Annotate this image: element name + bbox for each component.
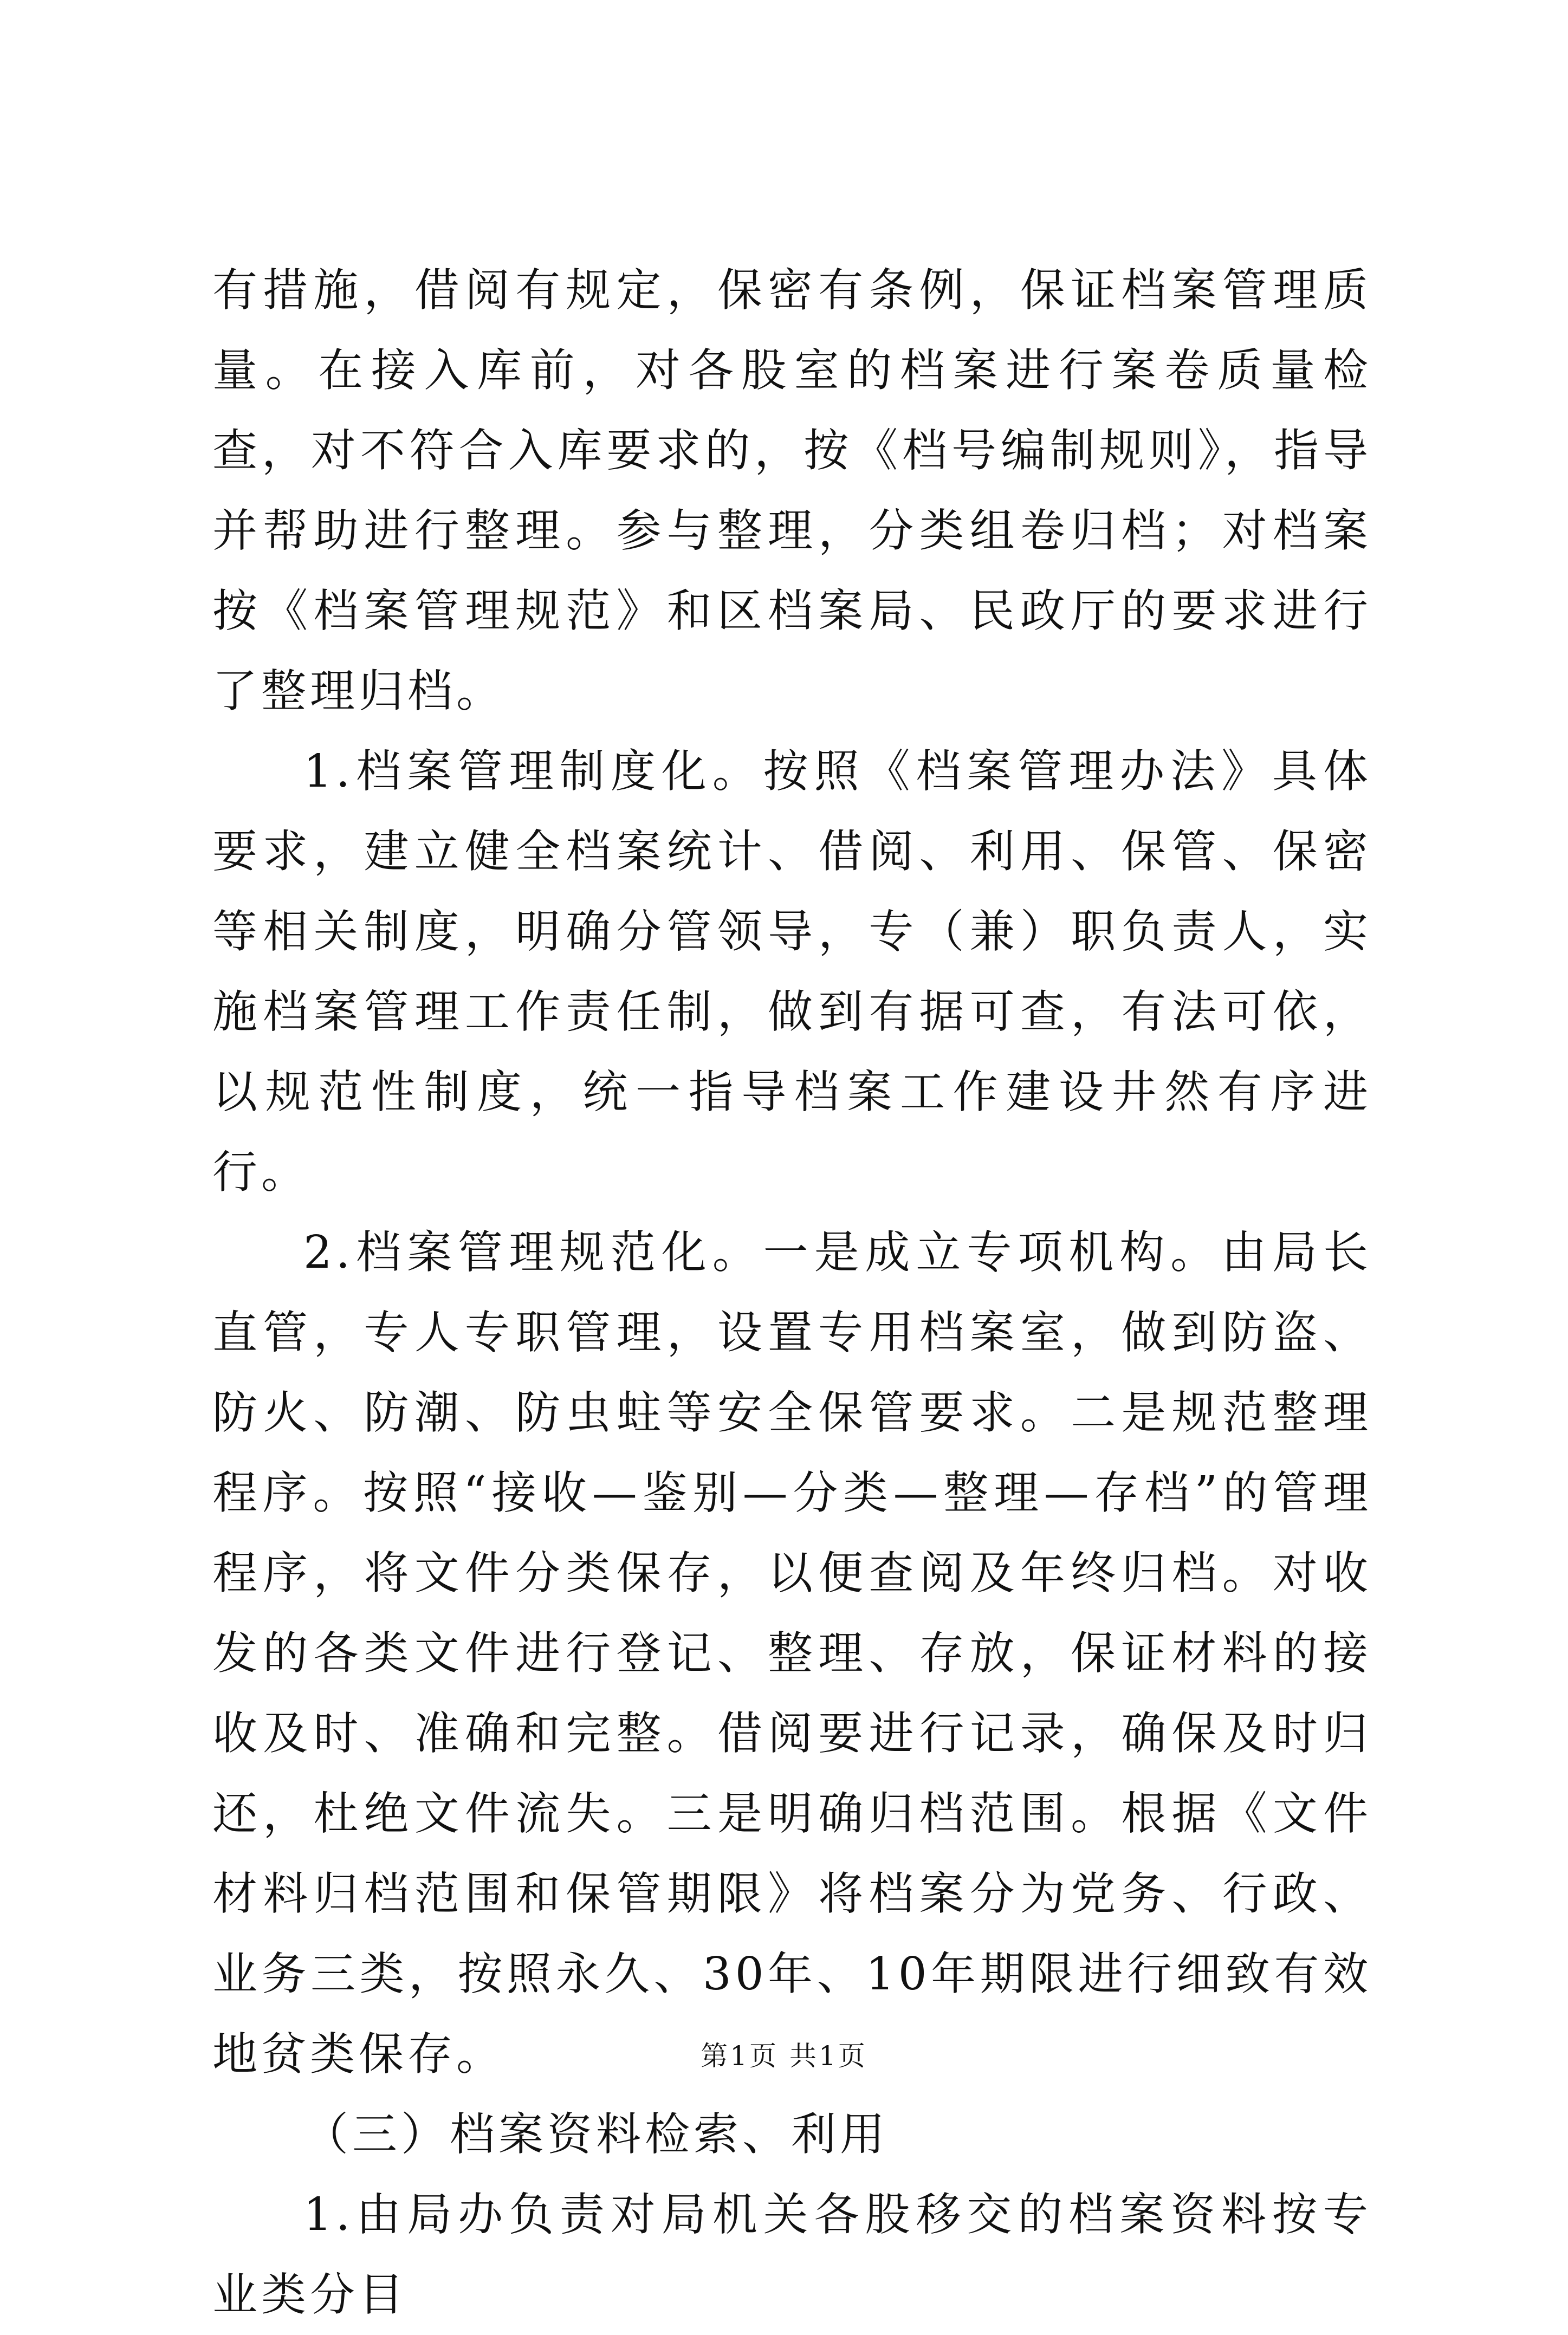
paragraph-item-1: 1.档案管理制度化。按照《档案管理办法》具体要求，建立健全档案统计、借阅、利用、保管、保密等相关制度，明确分管领导，专（兼）职负责人，实施档案管理工作责任制，做到有据可查，有法可依，以规范性制度，统一指导档案工作建设井然有序进行。 [212, 745, 1372, 1198]
paragraph-item-3: 1.由局办负责对局机关各股移交的档案资料按专业类分目 [212, 2188, 1372, 2321]
paragraph-continuation: 有措施，借阅有规定，保密有条例，保证档案管理质量。在接入库前，对各股室的档案进行案卷质量检查，对不符合入库要求的，按《档号编制规则》，指导并帮助进行整理。参与整理，分类组卷归档；对档案按《档案管理规范》和区档案局、民政厅的要求进行了整理归档。 [212, 264, 1372, 717]
document-body [212, 250, 1372, 2335]
paragraph-item-2: 2.档案管理规范化。一是成立专项机构。由局长直管，专人专职管理，设置专用档案室，做到防盗、防火、防潮、防虫蛀等安全保管要求。二是规范整理程序。按照“接收—鉴别—分类—整理—存档”的管理程序，将文件分类保存，以便查阅及年终归档。对收发的各类文件进行登记、整理、存放，保证材料的接收及时、准确和完整。借阅要进行记录，确保及时归还，杜绝文件流失。三是明确归档范围。根据《文件材料归档范围和保管期限》将档案分为党务、行政、业务三类，按照永久、30年、10年期限进行细致有效地贫类保存。 [212, 1226, 1372, 2080]
section-heading: （三）档案资料检索、利用 [303, 2108, 889, 2161]
page-footer: 第1页 共1页 [701, 2040, 867, 2072]
